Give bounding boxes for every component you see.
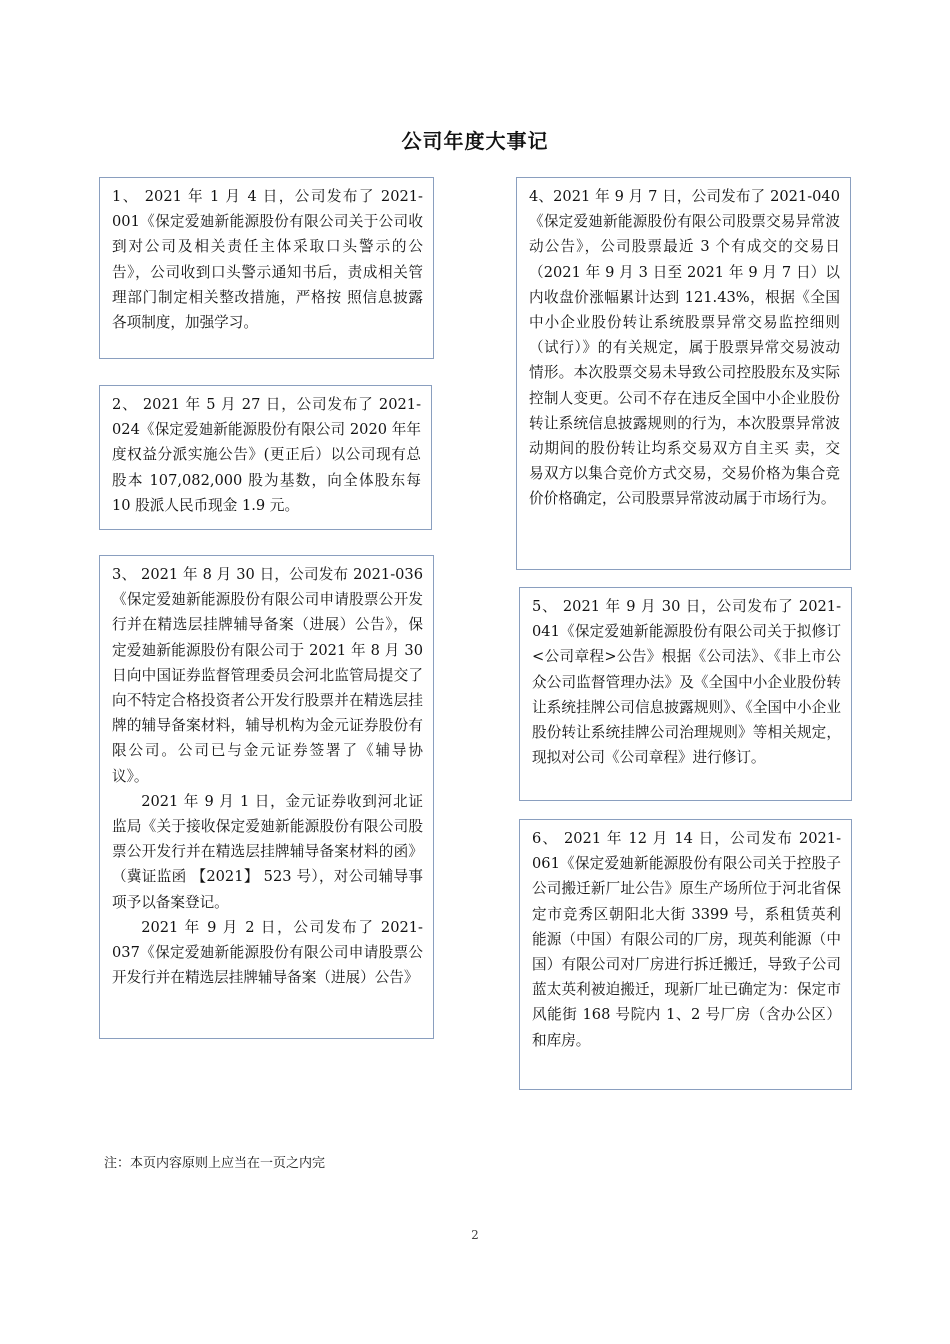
page-title: 公司年度大事记 <box>401 129 549 153</box>
event-2-text: 2、 2021 年 5 月 27 日，公司发布了 2021-024《保定爱廸新能源股份有限公司 2020 年年度权益分派实施公告》(更正后）以公司现有总股本 107,082,000 股为基数，向全体股东每 10 股派人民币现金 1.9 元。 <box>112 396 421 514</box>
event-box-5 <box>519 587 852 801</box>
event-box-1 <box>99 177 434 359</box>
event-5-text: 5、 2021 年 9 月 30 日，公司发布了 2021-041《保定爱廸新能源股份有限公司关于拟修订<公司章程>公告》根据《公司法》、《非上市公众公司监督管理办法》及《全国中小企业股份转让系统挂牌公司信息披露规则》、《全国中小企业股份转让系统挂牌公司治理规则》等相关规定，现拟对公司《公司章程》进行修订。 <box>532 598 841 767</box>
event-box-2 <box>99 385 432 530</box>
event-4-text: 4、2021 年 9 月 7 日，公司发布了 2021-040《保定爱廸新能源股份有限公司股票交易异常波动公告》，公司股票最近 3 个有成交的交易日（2021 年 9 月 3 日至 2021 年 9 月 7 日）以内收盘价涨幅累计达到 121.43%，根据《全国中小企业股份转让系统股票异常交易监控细则（试行）》的有关规定，属于股票异常交易波动情形。本次股票交易未导致公司控股股东及实际控制人变更。公司不存在违反全国中小企业股份转让系统信息披露规则的行为，本次股票异常波动期间的股份转让均系交易双方自主买 卖，交易双方以集合竞价方式交易，交易价格为集合竞价价格确定，公司股票异常波动属于市场行为。 <box>529 188 840 508</box>
page-number: 2 <box>471 1228 479 1242</box>
footnote: 注：本页内容原则上应当在一页之内完 <box>104 1156 326 1171</box>
event-box-4 <box>516 177 851 570</box>
event-box-3 <box>99 555 434 1039</box>
event-1-text: 1、 2021 年 1 月 4 日，公司发布了 2021-001《保定爱廸新能源股份有限公司关于公司收到对公司及相关责任主体采取口头警示的公告》，公司收到口头警示通知书后，责成相关管理部门制定相关整改措施，严格按 照信息披露各项制度，加强学习。 <box>112 188 423 332</box>
event-6-text: 6、 2021 年 12 月 14 日，公司发布 2021-061《保定爱廸新能源股份有限公司关于控股子公司搬迁新厂址公告》原生产场所位于河北省保定市竞秀区朝阳北大街 3399 号，系租赁英利能源（中国）有限公司的厂房，现英利能源（中国）有限公司对厂房进行拆迁搬迁，导致子公司蓝太英利被迫搬迁，现新厂址已确定为：保定市风能街 168 号院内 1、2 号厂房（含办公区）和库房。 <box>532 830 841 1049</box>
event-3-text: 3、 2021 年 8 月 30 日，公司发布 2021-036《保定爱廸新能源股份有限公司申请股票公开发行并在精选层挂牌辅导备案（进展）公告》，保定爱廸新能源股份有限公司于 2021 年 8 月 30 日向中国证券监督管理委员会河北监管局提交了向不特定合格投资者公开发行股票并在精选层挂牌的辅导备案材料，辅导机构为金元证券股份有限公司。公司已与金元证券签署了《辅导协议》。 <box>112 566 423 785</box>
event-3-text-2: 2021 年 9 月 1 日，金元证券收到河北证监局《关于接收保定爱廸新能源股份有限公司股票公开发行并在精选层挂牌辅导备案材料的函》（冀证监函 【2021】 523 号），对公司辅导事项予以备案登记。 <box>112 792 423 911</box>
event-box-6 <box>519 819 852 1090</box>
event-3-text-3: 2021 年 9 月 2 日，公司发布了 2021-037《保定爱廸新能源股份有限公司申请股票公开发行并在精选层挂牌辅导备案（进展）公告》 <box>112 918 423 987</box>
